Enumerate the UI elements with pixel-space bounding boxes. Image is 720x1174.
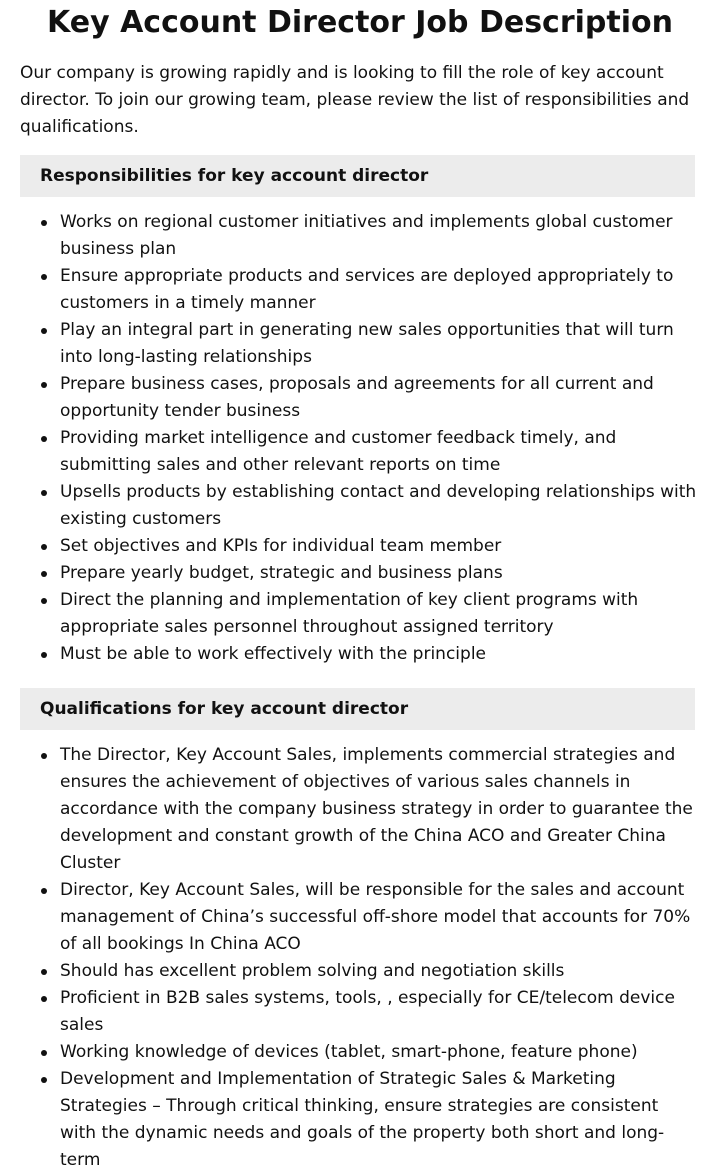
list-item: Direct the planning and implementation of key client programs with appropriate sales personnel throughout assigned territory: [0, 587, 720, 641]
list-item: Working knowledge of devices (tablet, smart-phone, feature phone): [0, 1039, 720, 1066]
list-item: Should has excellent problem solving and negotiation skills: [0, 958, 720, 985]
list-item: Development and Implementation of Strategic Sales & Marketing Strategies – Through critical thinking, ensure strategies are consistent with the dynamic needs and goals of the property both short and long-term: [0, 1066, 720, 1174]
responsibilities-heading: Responsibilities for key account director: [20, 155, 695, 197]
intro-paragraph: Our company is growing rapidly and is looking to fill the role of key account director. To join our growing team, please review the list of responsibilities and qualifications.: [20, 63, 690, 137]
list-item: Providing market intelligence and customer feedback timely, and submitting sales and other relevant reports on time: [0, 425, 720, 479]
list-item: Upsells products by establishing contact and developing relationships with existing customers: [0, 479, 720, 533]
list-item: Set objectives and KPIs for individual team member: [0, 533, 720, 560]
qualifications-list: [0, 742, 720, 1174]
page-title: Key Account Director Job Description: [47, 5, 673, 40]
list-item: Prepare business cases, proposals and agreements for all current and opportunity tender business: [0, 371, 720, 425]
qualifications-heading: Qualifications for key account director: [20, 688, 695, 730]
responsibilities-list: [0, 209, 720, 668]
list-item: Works on regional customer initiatives and implements global customer business plan: [0, 209, 720, 263]
list-item: Prepare yearly budget, strategic and business plans: [0, 560, 720, 587]
list-item: Play an integral part in generating new sales opportunities that will turn into long-lasting relationships: [0, 317, 720, 371]
list-item: Proficient in B2B sales systems, tools, , especially for CE/telecom device sales: [0, 985, 720, 1039]
list-item: Director, Key Account Sales, will be responsible for the sales and account management of China’s successful off-shore model that accounts for 70% of all bookings In China ACO: [0, 877, 720, 958]
list-item: Ensure appropriate products and services are deployed appropriately to customers in a timely manner: [0, 263, 720, 317]
list-item: Must be able to work effectively with the principle: [0, 641, 720, 668]
list-item: The Director, Key Account Sales, implements commercial strategies and ensures the achievement of objectives of various sales channels in accordance with the company business strategy in order to guarantee the development and constant growth of the China ACO and Greater China Cluster: [0, 742, 720, 877]
